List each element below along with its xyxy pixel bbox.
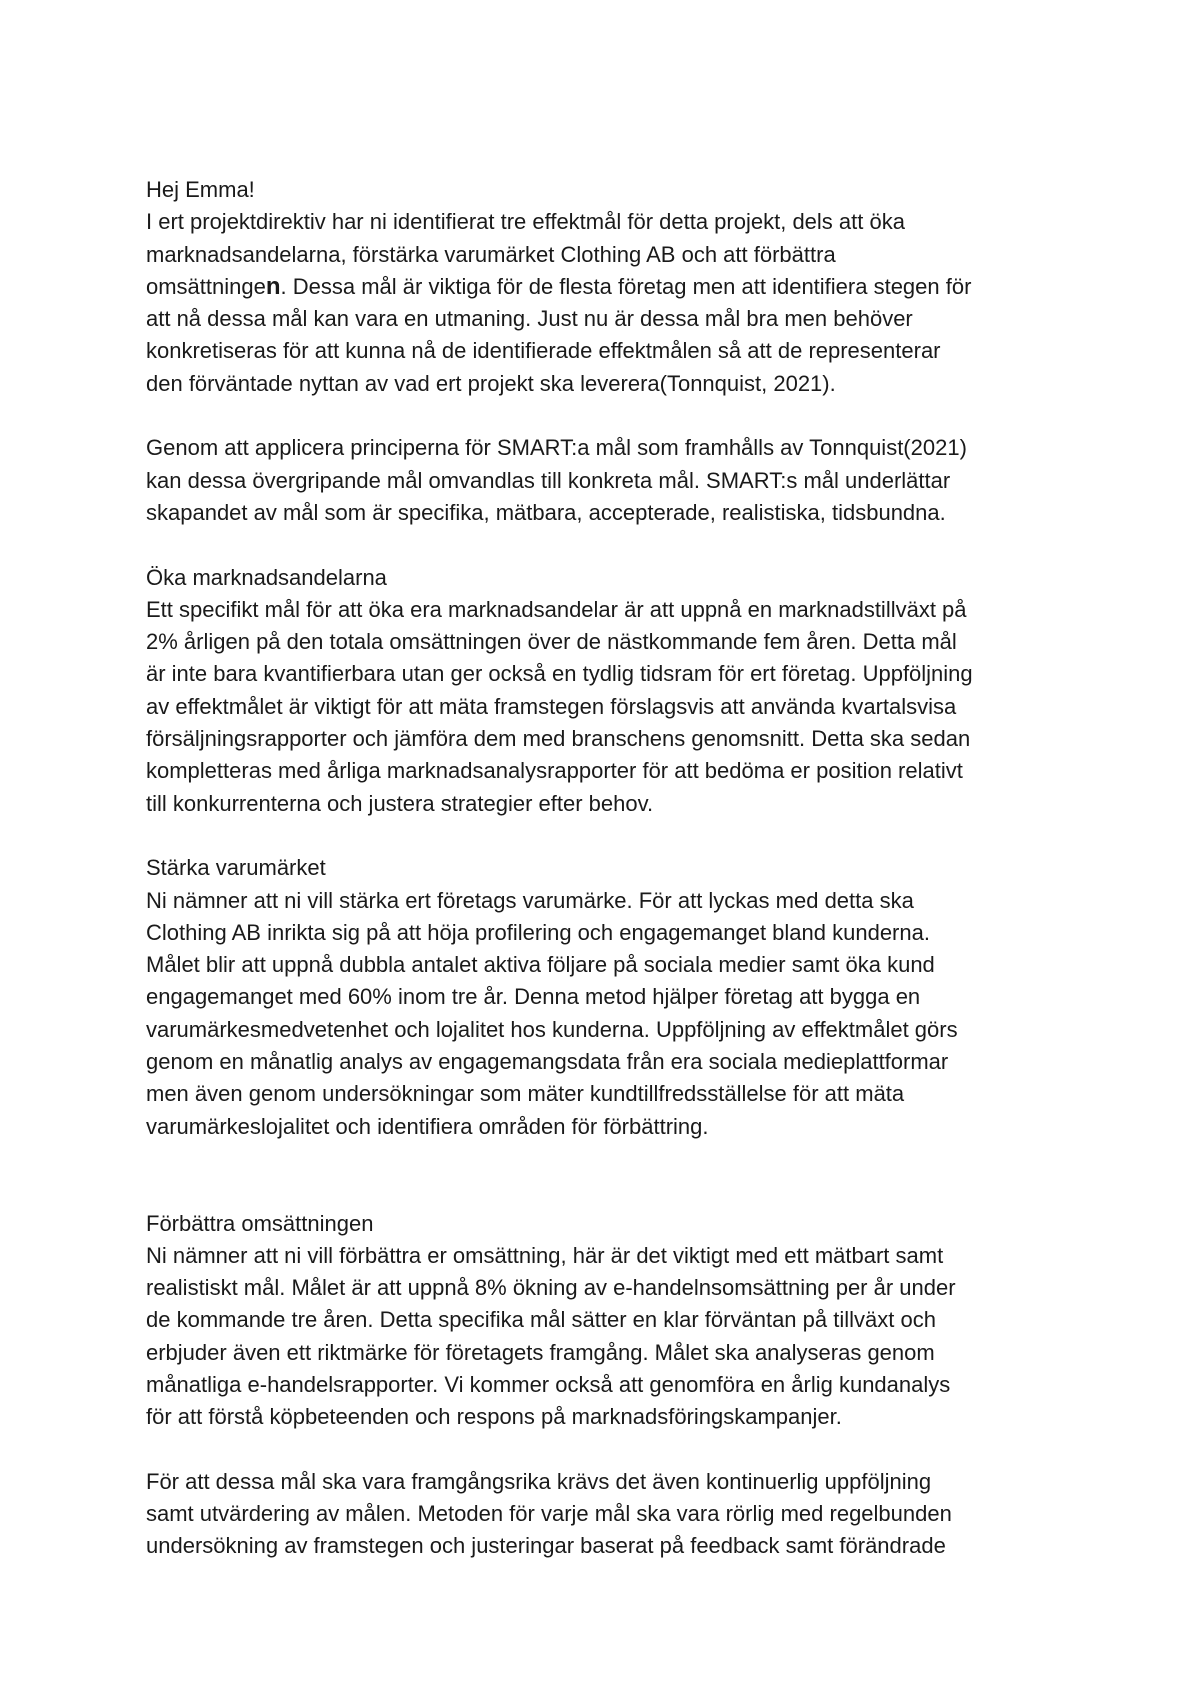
- text-line: För att dessa mål ska vara framgångsrika krävs det även kontinuerlig uppföljning: [146, 1468, 932, 1494]
- section-market-share: [146, 562, 1086, 820]
- section-brand: [146, 852, 1086, 1143]
- text-line: Ni nämner att ni vill förbättra er omsättning, här är det viktigt med ett mätbart samt: [146, 1242, 944, 1268]
- bold-fragment: n: [265, 272, 281, 300]
- text-line: de kommande tre åren. Detta specifika mål sätter en klar förväntan på tillväxt och: [146, 1307, 936, 1333]
- text-line: konkretiseras för att kunna nå de identifierade effektmålen så att de representerar: [146, 338, 941, 364]
- text-line: genom en månatlig analys av engagemangsdata från era sociala medieplattformar: [146, 1049, 949, 1075]
- section-revenue: [146, 1208, 1086, 1434]
- text-line: av effektmålet är viktigt för att mäta framstegen förslagsvis att använda kvartalsvisa: [146, 693, 957, 719]
- text-line: till konkurrenterna och justera strategier efter behov.: [146, 790, 654, 816]
- text-line: månatliga e-handelsrapporter. Vi kommer också att genomföra en årlig kundanalys: [146, 1371, 951, 1397]
- text-line: kompletteras med årliga marknadsanalysrapporter för att bedöma er position relativt: [146, 758, 963, 784]
- text-line: den förväntade nyttan av vad ert projekt ska leverera(Tonnquist, 2021).: [146, 370, 836, 396]
- text-line: Clothing AB inrikta sig på att höja profilering och engagemanget bland kunderna.: [146, 919, 930, 945]
- closing-paragraph: [146, 1466, 1086, 1563]
- text-line: skapandet av mål som är specifika, mätbara, accepterade, realistiska, tidsbundna.: [146, 499, 946, 525]
- text-line: undersökning av framstegen och justeringar baserat på feedback samt förändrade: [146, 1533, 946, 1559]
- text-line: engagemanget med 60% inom tre år. Denna metod hjälper företag att bygga en: [146, 984, 921, 1010]
- text-line: för att förstå köpbeteenden och respons på marknadsföringskampanjer.: [146, 1404, 842, 1430]
- text-fragment: omsättninge: [146, 273, 266, 299]
- text-line: marknadsandelarna, förstärka varumärket Clothing AB och att förbättra: [146, 241, 836, 267]
- text-line: erbjuder även ett riktmärke för företagets framgång. Målet ska analyseras genom: [146, 1339, 935, 1365]
- text-line: realistiskt mål. Målet är att uppnå 8% ökning av e-handelnsomsättning per år under: [146, 1275, 956, 1301]
- text-line: varumärkeslojalitet och identifiera områden för förbättring.: [146, 1113, 709, 1139]
- text-line: 2% årligen på den totala omsättningen över de nästkommande fem åren. Detta mål: [146, 629, 957, 655]
- text-line: [146, 271, 1086, 303]
- section-heading: Öka marknadsandelarna: [146, 564, 387, 590]
- text-fragment: . Dessa mål är viktiga för de flesta företag men att identifiera stegen för: [280, 273, 972, 299]
- text-line: Ett specifikt mål för att öka era marknadsandelar är att uppnå en marknadstillväxt på: [146, 596, 967, 622]
- text-line: men även genom undersökningar som mäter kundtillfredsställelse för att mäta: [146, 1081, 905, 1107]
- section-heading: Stärka varumärket: [146, 855, 326, 881]
- intro-paragraph: [146, 206, 1086, 400]
- text-line: att nå dessa mål kan vara en utmaning. Just nu är dessa mål bra men behöver: [146, 306, 913, 332]
- text-line: samt utvärdering av målen. Metoden för varje mål ska vara rörlig med regelbunden: [146, 1501, 952, 1527]
- greeting: Hej Emma!: [146, 177, 255, 202]
- text-line: Ni nämner att ni vill stärka ert företags varumärke. För att lyckas med detta ska: [146, 887, 914, 913]
- document-body: [146, 174, 1086, 1563]
- text-line: försäljningsrapporter och jämföra dem med branschens genomsnitt. Detta ska sedan: [146, 726, 971, 752]
- text-line: I ert projektdirektiv har ni identifierat tre effektmål för detta projekt, dels att öka: [146, 209, 905, 235]
- text-line: Genom att applicera principerna för SMART:a mål som framhålls av Tonnquist(2021): [146, 435, 967, 461]
- text-line: varumärkesmedvetenhet och lojalitet hos kunderna. Uppföljning av effektmålet görs: [146, 1016, 958, 1042]
- section-heading: Förbättra omsättningen: [146, 1210, 374, 1236]
- text-line: kan dessa övergripande mål omvandlas till konkreta mål. SMART:s mål underlättar: [146, 467, 951, 493]
- smart-paragraph: [146, 432, 1086, 529]
- text-line: är inte bara kvantifierbara utan ger också en tydlig tidsram för ert företag. Uppföljning: [146, 661, 973, 687]
- text-line: Målet blir att uppnå dubbla antalet aktiva följare på sociala medier samt öka kund: [146, 952, 935, 978]
